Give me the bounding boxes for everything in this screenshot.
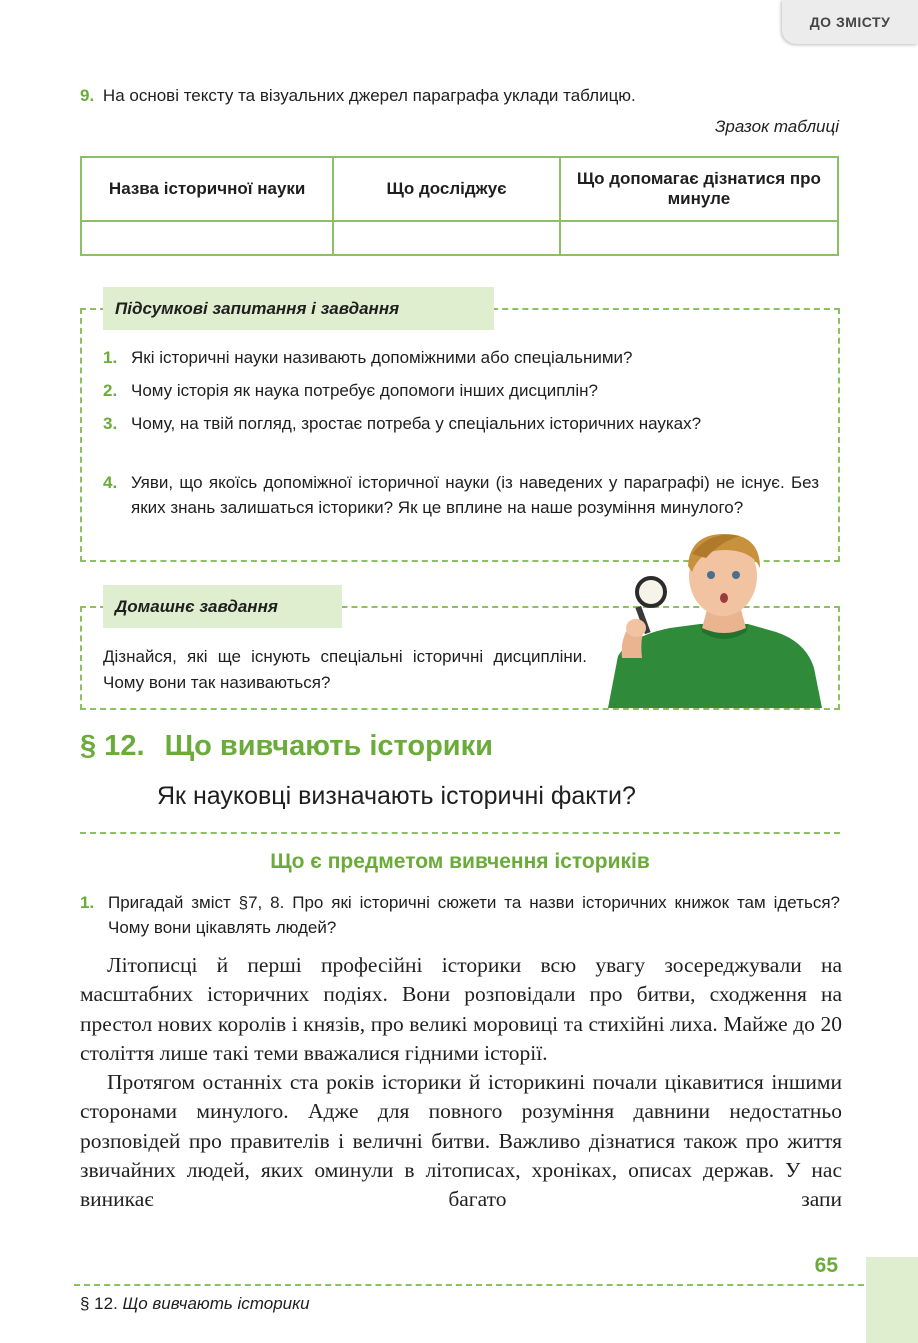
body-text [80,951,842,1215]
section-heading [80,730,493,763]
table-cell [333,221,559,255]
boy-with-magnifier-illustration [600,528,826,708]
table-cell [560,221,838,255]
summary-title: Підсумкові запитання і завдання [103,287,494,330]
subheading: Що є предметом вивчення істориків [270,850,650,873]
list-item-text: Уяви, що якоїсь допоміжної історичної науки (із наведених у параграфі) не існує. Без яких знань залишаться історики? Як це вплине на наше розуміння минулого? [131,473,819,517]
list-item-number: 4. [103,473,118,492]
contents-button[interactable] [782,0,918,44]
table-header-cell: Що допомагає дізнатися про минуле [560,157,838,221]
list-item-number: 1. [103,348,118,367]
homework-text: Дізнайся, які ще існують спеціальні історичні дисципліни. Чому вони так називаються? [103,647,587,692]
paragraph: Протягом останніх ста років історики й історикині почали цікавитися іншими сторонами минулого. Адже для повного розуміння давнини недостатньо розповідей про правителів і величні битви. Важливо дізнатися також про життя звичайних людей, яких оминули в літописах, хроніках, описах держав. У нас виникає багато запи [80,1070,842,1212]
page-number: 65 [814,1254,838,1277]
list-item-text: Чому, на твій погляд, зростає потреба у спеціальних історичних науках? [131,414,702,433]
running-title-prefix: § 12. [80,1294,118,1313]
list-item-number: 3. [103,414,118,433]
sample-table [80,156,839,256]
task-9-text: На основі тексту та візуальних джерел параграфа уклади таблицю. [102,86,636,105]
table-header-cell: Назва історичної науки [81,157,333,221]
task-1-text: Пригадай зміст §7, 8. Про які історичні сюжети та назви історичних книжок там ідеться? Чому вони цікавлять людей? [108,893,840,937]
table-header-cell: Що досліджує [333,157,559,221]
footer-side-block [866,1257,918,1343]
list-item-text: Які історичні науки називають допоміжними або спеціальними? [131,348,633,367]
table-cell [81,221,333,255]
list-item [103,345,819,370]
table-row [81,221,838,255]
list-item-text: Чому історія як наука потребує допомоги інших дисциплін? [131,381,598,400]
list-item [103,470,819,520]
running-title-text: Що вивчають історики [122,1294,310,1313]
magnifier-icon [637,578,665,606]
paragraph: Літописці й перші професійні історики всю увагу зосереджували на масштабних історичних подіях. Вони розповідали про битви, сходження на престол нових королів і князів, про великі моровиці та стихійні лиха. Майже до 20 століття лише такі теми вважалися гідними історії. [80,953,842,1065]
homework-title: Домашнє завдання [103,585,342,628]
task-1 [80,890,840,940]
list-item-number: 2. [103,381,118,400]
table-header-row [81,157,838,221]
list-item [103,411,819,436]
sample-caption: Зразок таблиці [714,117,839,136]
section-number: § 12. [80,730,145,762]
section-question: Як науковці визначають історичні факти? [157,782,636,810]
task-1-number: 1. [80,893,95,912]
contents-button-label: ДО ЗМІСТУ [809,14,891,30]
list-item [103,378,819,403]
running-title [80,1294,310,1314]
section-title: Що вивчають історики [164,730,493,762]
task-9-number: 9. [80,86,95,105]
divider [80,832,840,834]
footer-divider [74,1284,884,1286]
task-9 [80,84,840,108]
